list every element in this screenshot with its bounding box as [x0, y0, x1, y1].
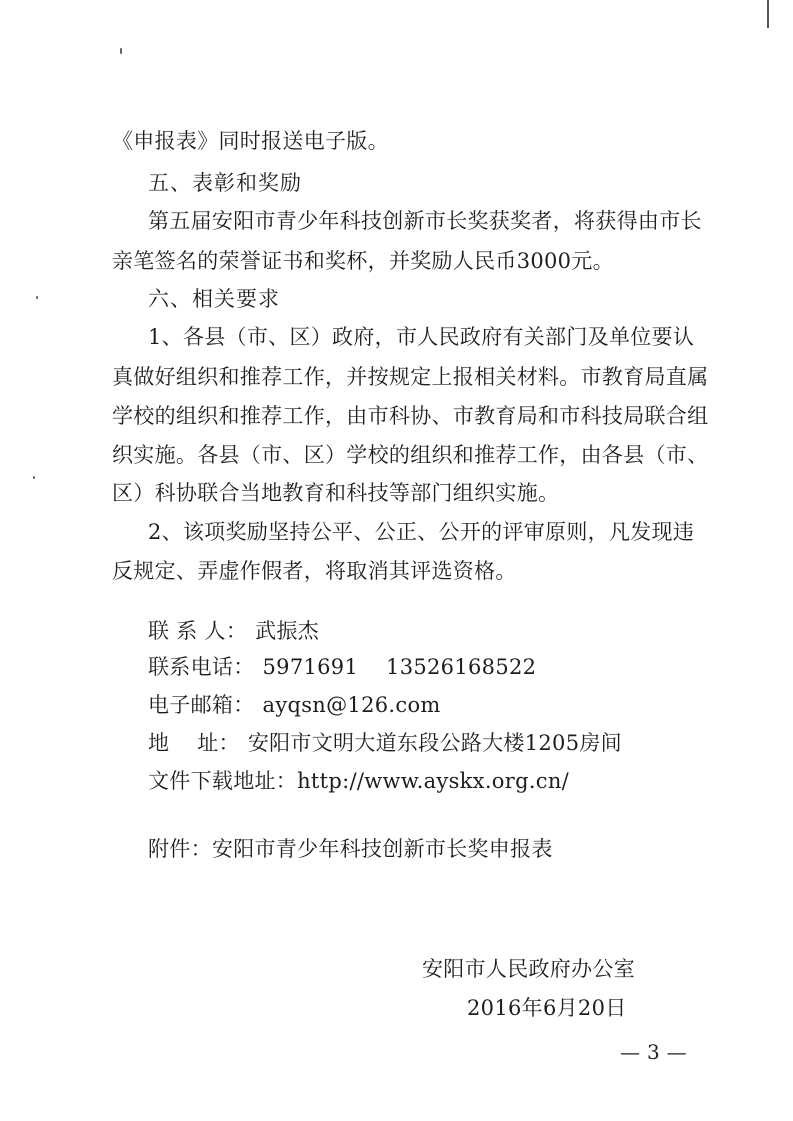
scan-speck: [120, 48, 122, 54]
contact-email-label: 电子邮箱：: [148, 693, 255, 717]
body-line: 1、各县（市、区）政府，市人民政府有关部门及单位要认: [148, 325, 695, 349]
scan-edge-mark: [767, 0, 769, 28]
contact-person-row: [148, 616, 319, 646]
contact-person-value: 武振杰: [255, 619, 320, 643]
issuer-signature: 安阳市人民政府办公室: [422, 957, 635, 981]
body-line: 学校的组织和推荐工作，由市科协、市教育局和市科技局联合组: [112, 404, 709, 428]
contact-address-label: 地 址：: [148, 731, 240, 755]
contact-download-row: [148, 766, 569, 796]
contact-phone-label: 联系电话：: [148, 655, 255, 679]
contact-address-value: 安阳市文明大道东段公路大楼1205房间: [247, 731, 622, 755]
issue-date: 2016年6月20日: [467, 996, 627, 1020]
body-line: 2、该项奖励坚持公平、公正、公开的评审原则，凡发现违: [148, 520, 695, 544]
section-heading-requirements: 六、相关要求: [148, 287, 280, 311]
contact-download-label: 文件下载地址：: [148, 769, 298, 793]
body-line: 区）科协联合当地教育和科技等部门组织实施。: [112, 481, 560, 505]
contact-phone-row: [148, 652, 536, 682]
body-line-continuation: 《申报表》同时报送电子版。: [112, 129, 389, 153]
body-line: 真做好组织和推荐工作，并按规定上报相关材料。市教育局直属: [112, 365, 709, 389]
section-heading-awards: 五、表彰和奖励: [148, 171, 302, 195]
scan-speck: [33, 476, 35, 479]
contact-phone-value: 5971691 13526168522: [262, 655, 537, 679]
contact-download-value: http://www.ayskx.org.cn/: [297, 769, 570, 793]
body-line: 反规定、弄虚作假者，将取消其评选资格。: [112, 559, 517, 583]
contact-email-row: [148, 690, 441, 720]
attachment-line: 附件：安阳市青少年科技创新市长奖申报表: [148, 837, 553, 861]
scan-speck: [36, 296, 38, 299]
body-line: 亲笔签名的荣誉证书和奖杯，并奖励人民币3000元。: [112, 249, 614, 273]
page-number: — 3 —: [620, 1040, 687, 1064]
body-line: 织实施。各县（市、区）学校的组织和推荐工作，由各县（市、: [112, 443, 709, 467]
body-line: 第五届安阳市青少年科技创新市长奖获奖者，将获得由市长: [148, 209, 702, 233]
contact-address-row: [148, 728, 622, 758]
contact-email-value: ayqsn@126.com: [262, 693, 441, 717]
contact-person-label: 联 系 人：: [148, 619, 248, 643]
